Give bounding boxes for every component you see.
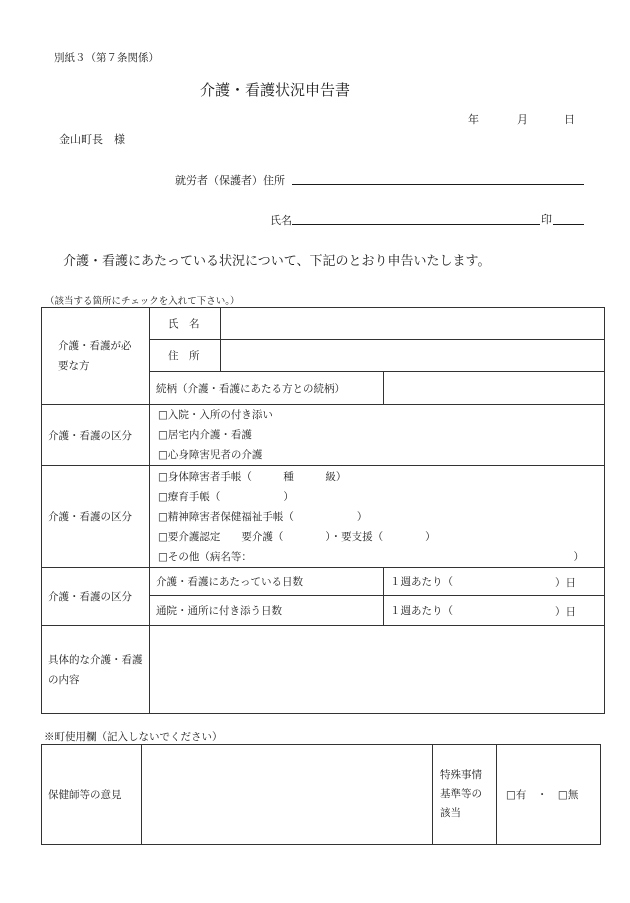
days-label-2: 通院・通所に付き添う日数 bbox=[150, 596, 384, 626]
person-address-label: 住 所 bbox=[150, 340, 221, 372]
other-close-paren: ） bbox=[573, 550, 584, 563]
details-field[interactable] bbox=[150, 626, 605, 714]
date-year-label: 年 bbox=[468, 113, 479, 126]
checkbox-option[interactable]: □精神障害者保健福祉手帳（ ） bbox=[158, 510, 368, 523]
opinion-label: 保健師等の意見 bbox=[42, 745, 142, 845]
relation-label: 続柄（介護・看護にあたる方との続柄） bbox=[150, 372, 384, 405]
annex-label: 別紙３（第７条関係） bbox=[54, 52, 159, 64]
statement: 介護・看護にあたっている状況について、下記のとおり申告いたします。 bbox=[63, 254, 491, 269]
category-label-3: 介護・看護の区分 bbox=[42, 568, 150, 626]
checkbox-option[interactable]: □居宅内介護・看護 bbox=[158, 429, 252, 441]
applicant-address-label: 就労者（保護者）住所 bbox=[175, 174, 285, 187]
date-month-label: 月 bbox=[517, 113, 528, 126]
person-name-label: 氏 名 bbox=[150, 308, 221, 340]
checkbox-option[interactable]: □入院・入所の付き添い bbox=[158, 409, 273, 421]
relation-field[interactable] bbox=[384, 372, 605, 405]
category-label-1: 介護・看護の区分 bbox=[42, 405, 150, 466]
instruction: （該当する箇所にチェックを入れて下さい。） bbox=[45, 296, 240, 307]
checkbox-option[interactable]: □身体障害者手帳（ 種 級） bbox=[158, 470, 347, 483]
office-table bbox=[41, 744, 601, 845]
checkbox-option[interactable]: □その他（病名等： bbox=[158, 550, 252, 563]
opinion-field[interactable] bbox=[142, 745, 433, 845]
category-options-1 bbox=[150, 405, 605, 466]
office-heading: ※町使用欄（記入しないでください） bbox=[44, 731, 223, 743]
other-row bbox=[158, 547, 604, 567]
addressee: 金山町長 様 bbox=[59, 133, 125, 146]
yes-no-options[interactable]: □有 ・ □無 bbox=[497, 745, 601, 845]
category-label-2: 介護・看護の区分 bbox=[42, 466, 150, 568]
days-field-2[interactable]: １週あたり（ ）日 bbox=[384, 596, 605, 626]
seal-label: 印 bbox=[541, 213, 552, 226]
date-day-label: 日 bbox=[564, 113, 575, 126]
details-label: 具体的な介護・看護の内容 bbox=[42, 626, 150, 714]
checkbox-option[interactable]: □療育手帳（ ） bbox=[158, 490, 294, 503]
main-table bbox=[41, 307, 605, 714]
applicant-name-label: 氏名 bbox=[270, 214, 292, 227]
page-title: 介護・看護状況申告書 bbox=[200, 81, 351, 99]
applicant-address-field[interactable] bbox=[292, 184, 584, 185]
special-label: 特殊事情基準等の該当 bbox=[433, 745, 497, 845]
person-label: 介護・看護が必要な方 bbox=[42, 308, 150, 405]
category-options-2 bbox=[150, 466, 605, 568]
checkbox-option[interactable]: □要介護認定 要介護（ ）・要支援（ ） bbox=[158, 530, 436, 543]
person-address-field[interactable] bbox=[221, 340, 605, 372]
days-field-1[interactable]: １週あたり（ ）日 bbox=[384, 568, 605, 596]
person-name-field[interactable] bbox=[221, 308, 605, 340]
checkbox-option[interactable]: □心身障害児者の介護 bbox=[158, 449, 263, 461]
days-label-1: 介護・看護にあたっている日数 bbox=[150, 568, 384, 596]
